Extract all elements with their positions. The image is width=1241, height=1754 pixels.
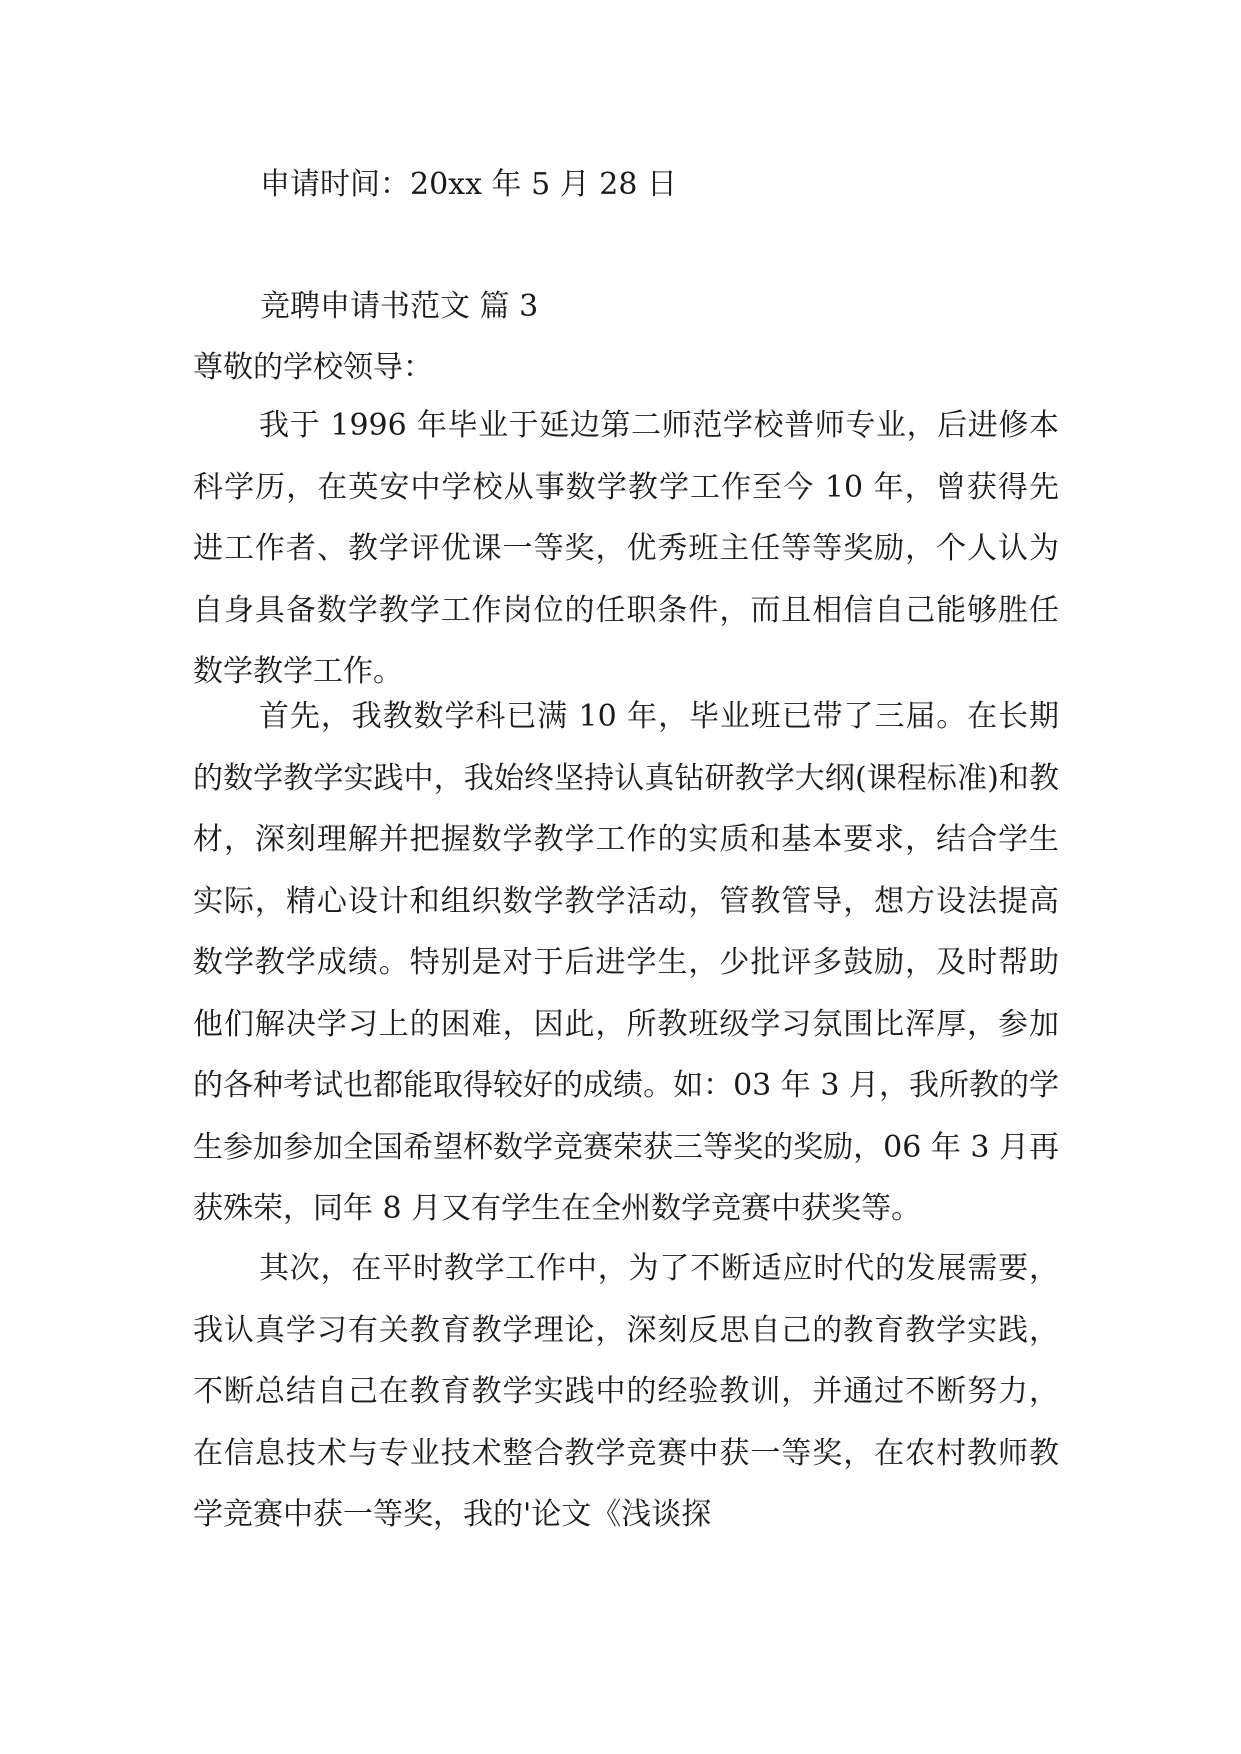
paragraph-3: 其次，在平时教学工作中，为了不断适应时代的发展需要，我认真学习有关教育教学理论，深刻反思自己的教育教学实践，不断总结自己在教育教学实践中的经验教训，并通过不断努力，在信息技术与专业技术整合教学竞赛中获一等奖，在农村教师教学竞赛中获一等奖，我的'论文《浅谈探 <box>193 1251 1059 1532</box>
section-title: 竞聘申请书范文 篇 3 <box>260 289 539 324</box>
application-date: 申请时间：20xx 年 5 月 28 日 <box>260 167 677 202</box>
salutation: 尊敬的学校领导： <box>193 350 433 385</box>
paragraph-1: 我于 1996 年毕业于延边第二师范学校普师专业，后进修本科学历，在英安中学校从事数学教学工作至今 10 年，曾获得先进工作者、教学评优课一等奖，优秀班主任等等奖励，个人认为自身具备数学教学工作岗位的任职条件，而且相信自己能够胜任数学教学工作。 <box>193 408 1059 689</box>
paragraph-2: 首先，我教数学科已满 10 年，毕业班已带了三届。在长期的数学教学实践中，我始终坚持认真钻研教学大纲(课程标准)和教材，深刻理解并把握数学教学工作的实质和基本要求，结合学生实际，精心设计和组织数学教学活动，管教管导，想方设法提高数学教学成绩。特别是对于后进学生，少批评多鼓励，及时帮助他们解决学习上的困难，因此，所教班级学习氛围比浑厚，参加的各种考试也都能取得较好的成绩。如：03 年 3 月，我所教的学生参加参加全国希望杯数学竞赛荣获三等奖的奖励，06 年 3 月再获殊荣，同年 8 月又有学生在全州数学竞赛中获奖等。 <box>193 699 1059 1226</box>
